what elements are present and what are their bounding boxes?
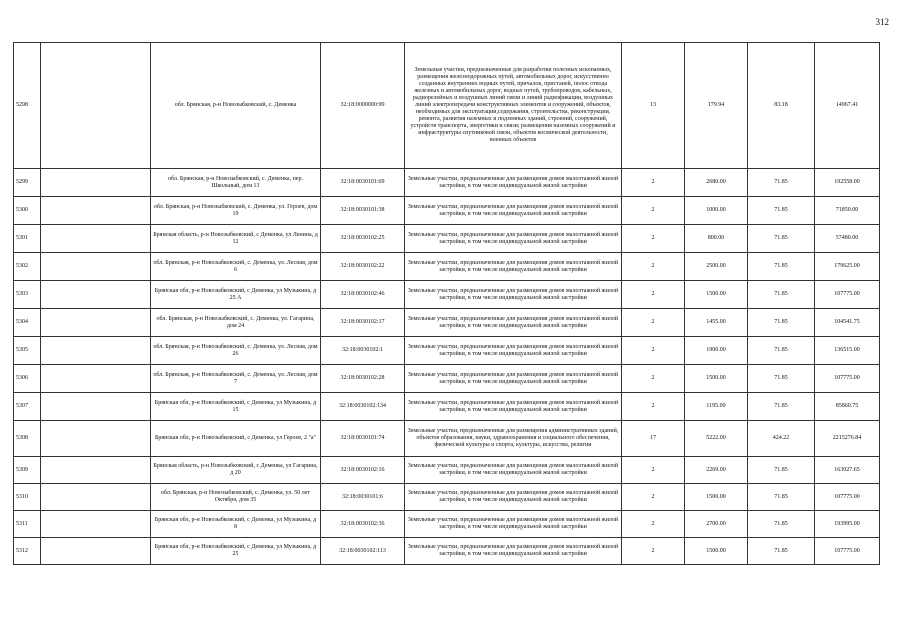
cadastral-value-cell: 57480.00 — [815, 225, 880, 253]
empty-cell — [41, 169, 151, 197]
table-row — [14, 253, 880, 281]
table-row — [14, 484, 880, 511]
address-cell: Брянская обл, р-н Новозыбковский, с Деменка, ул Музыкина, д 8 — [151, 511, 321, 538]
land-use-cell: Земельные участки, предназначенные для разработки полезных ископаемых, размещения железнодорожных путей, автомобильных дорог, искусственно созданных внутренних водных путей, причалов, пристаней, полос отвода железных и автомобильных дорог, водных путей, трубопроводов, кабельных, радиорелейных и воздушных линий связи и линий радиофикации, воздушных линий электропередачи конструктивных элементов и сооружений, объектов, необходимых для эксплуатации,содержания, строительства, реконструкции, ремонта, развития наземных и подземных зданий, строений, сооружений, устройств транспорта, энергетики и связи; размещения наземных сооружений и инфраструктуры спутниковой связи, объектов космической деятельности, военных объектов — [405, 43, 622, 169]
area-cell: 800.00 — [685, 225, 748, 253]
row-number: 5310 — [14, 484, 41, 511]
area-cell: 2680.00 — [685, 169, 748, 197]
table-row — [14, 337, 880, 365]
table-row — [14, 538, 880, 565]
land-use-cell: Земельные участки, предназначенные для размещения домов малоэтажной жилой застройки, в том числе индивидуальной жилой застройки — [405, 281, 622, 309]
land-use-cell: Земельные участки, предназначенные для размещения домов малоэтажной жилой застройки, в том числе индивидуальной жилой застройки — [405, 457, 622, 484]
empty-cell — [41, 538, 151, 565]
use-group-cell: 2 — [622, 197, 685, 225]
address-cell: обл. Брянская, р-н Новозыбковский, с. Деменка, ул. Лесная, дом 6 — [151, 253, 321, 281]
address-cell: обл. Брянская, р-н Новозыбковский, с. Деменка, ул. Гагарина, дом 24 — [151, 309, 321, 337]
empty-cell — [41, 457, 151, 484]
address-cell: Брянская обл, р-н Новозыбковский, с Деменка, ул Музыкина, д 25 А — [151, 281, 321, 309]
cadastral-number-cell: 32:18:0030102:46 — [321, 281, 405, 309]
cadastral-value-cell: 107775.00 — [815, 365, 880, 393]
specific-value-cell: 71.85 — [748, 169, 815, 197]
specific-value-cell: 83.18 — [748, 43, 815, 169]
table-row — [14, 43, 880, 169]
empty-cell — [41, 337, 151, 365]
cadastral-number-cell: 32:18:0030102:28 — [321, 365, 405, 393]
row-number: 5307 — [14, 393, 41, 421]
address-cell: Брянская область, р-н Новозыбковский, с Деменка, ул Гагарина, д 20 — [151, 457, 321, 484]
use-group-cell: 2 — [622, 225, 685, 253]
empty-cell — [41, 281, 151, 309]
land-use-cell: Земельные участки, предназначенные для размещения домов малоэтажной жилой застройки, в том числе индивидуальной жилой застройки — [405, 253, 622, 281]
area-cell: 1195.00 — [685, 393, 748, 421]
table-row — [14, 197, 880, 225]
empty-cell — [41, 484, 151, 511]
row-number: 5301 — [14, 225, 41, 253]
area-cell: 1500.00 — [685, 281, 748, 309]
cadastral-value-cell: 85860.75 — [815, 393, 880, 421]
specific-value-cell: 71.85 — [748, 197, 815, 225]
address-cell: обл. Брянская, р-н Новозыбковский, с. Деменка, ул. Лесная, дом 7 — [151, 365, 321, 393]
row-number: 5312 — [14, 538, 41, 565]
area-cell: 1000.00 — [685, 197, 748, 225]
cadastral-value-cell: 71850.00 — [815, 197, 880, 225]
specific-value-cell: 71.85 — [748, 365, 815, 393]
cadastral-number-cell: 32:18:0030102:36 — [321, 511, 405, 538]
table-row — [14, 421, 880, 457]
cadastral-number-cell: 32:18:0030102:22 — [321, 253, 405, 281]
table-row — [14, 225, 880, 253]
cadastral-value-cell: 107775.00 — [815, 281, 880, 309]
use-group-cell: 2 — [622, 281, 685, 309]
empty-cell — [41, 43, 151, 169]
cadastral-number-cell: 32:18:0000000:99 — [321, 43, 405, 169]
empty-cell — [41, 253, 151, 281]
land-use-cell: Земельные участки, предназначенные для размещения домов малоэтажной жилой застройки, в том числе индивидуальной жилой застройки — [405, 484, 622, 511]
specific-value-cell: 71.85 — [748, 538, 815, 565]
use-group-cell: 2 — [622, 538, 685, 565]
cadastral-value-cell: 179625.00 — [815, 253, 880, 281]
land-use-cell: Земельные участки, предназначенные для размещения домов малоэтажной жилой застройки, в том числе индивидуальной жилой застройки — [405, 169, 622, 197]
empty-cell — [41, 393, 151, 421]
land-use-cell: Земельные участки, предназначенные для размещения домов малоэтажной жилой застройки, в том числе индивидуальной жилой застройки — [405, 197, 622, 225]
cadastral-number-cell: 32:18:0030102:17 — [321, 309, 405, 337]
cadastral-number-cell: 32:18:0030101:6 — [321, 484, 405, 511]
cadastral-value-cell: 193995.00 — [815, 511, 880, 538]
empty-cell — [41, 225, 151, 253]
area-cell: 2700.00 — [685, 511, 748, 538]
row-number: 5302 — [14, 253, 41, 281]
address-cell: Брянская обл, р-н Новозыбковский, с Деменка, ул Музыкина, д 25 — [151, 538, 321, 565]
row-number: 5308 — [14, 421, 41, 457]
specific-value-cell: 71.85 — [748, 253, 815, 281]
table-row — [14, 365, 880, 393]
cadastral-number-cell: 32:18:0030101:69 — [321, 169, 405, 197]
row-number: 5306 — [14, 365, 41, 393]
specific-value-cell: 71.85 — [748, 511, 815, 538]
table-row — [14, 511, 880, 538]
table-row — [14, 393, 880, 421]
area-cell: 2269.00 — [685, 457, 748, 484]
area-cell: 1500.00 — [685, 484, 748, 511]
use-group-cell: 2 — [622, 309, 685, 337]
cadastral-value-cell: 14967.41 — [815, 43, 880, 169]
specific-value-cell: 71.85 — [748, 281, 815, 309]
address-cell: обл. Брянская, р-н Новозыбковский, с. Деменка, ул. 50 лет Октября, дом 35 — [151, 484, 321, 511]
row-number: 5299 — [14, 169, 41, 197]
cadastral-value-cell: 163027.65 — [815, 457, 880, 484]
row-number: 5303 — [14, 281, 41, 309]
row-number: 5305 — [14, 337, 41, 365]
cadastral-value-cell: 2215276.84 — [815, 421, 880, 457]
row-number: 5300 — [14, 197, 41, 225]
area-cell: 1900.00 — [685, 337, 748, 365]
land-use-cell: Земельные участки, предназначенные для размещения домов малоэтажной жилой застройки, в том числе индивидуальной жилой застройки — [405, 337, 622, 365]
address-cell: обл. Брянская, р-н Новозыбковский, с. Деменка — [151, 43, 321, 169]
use-group-cell: 2 — [622, 337, 685, 365]
use-group-cell: 2 — [622, 253, 685, 281]
cadastral-number-cell: 32:18:0030102:16 — [321, 457, 405, 484]
table-row — [14, 309, 880, 337]
use-group-cell: 13 — [622, 43, 685, 169]
address-cell: обл. Брянская, р-н Новозыбковский, с. Деменка, ул. Героев, дом 19 — [151, 197, 321, 225]
area-cell: 1500.00 — [685, 538, 748, 565]
cadastral-value-cell: 107775.00 — [815, 484, 880, 511]
area-cell: 179.94 — [685, 43, 748, 169]
specific-value-cell: 71.85 — [748, 225, 815, 253]
area-cell: 1455.00 — [685, 309, 748, 337]
empty-cell — [41, 511, 151, 538]
empty-cell — [41, 197, 151, 225]
area-cell: 1500.00 — [685, 365, 748, 393]
cadastral-number-cell: 32:18:0030102:134 — [321, 393, 405, 421]
address-cell: Брянская область, р-н Новозыбковский, с Деменка, ул Ленина, д 12 — [151, 225, 321, 253]
table-row — [14, 281, 880, 309]
cadastral-value-cell: 107775.00 — [815, 538, 880, 565]
specific-value-cell: 424.22 — [748, 421, 815, 457]
row-number: 5311 — [14, 511, 41, 538]
row-number: 5304 — [14, 309, 41, 337]
address-cell: обл. Брянская, р-н Новозыбковский, с. Деменка, ул. Лесная, дом 26 — [151, 337, 321, 365]
specific-value-cell: 71.85 — [748, 457, 815, 484]
cadastral-number-cell: 32:18:0030102:113 — [321, 538, 405, 565]
use-group-cell: 2 — [622, 393, 685, 421]
specific-value-cell: 71.85 — [748, 393, 815, 421]
land-use-cell: Земельные участки, предназначенные для размещения домов малоэтажной жилой застройки, в том числе индивидуальной жилой застройки — [405, 538, 622, 565]
empty-cell — [41, 309, 151, 337]
row-number: 5298 — [14, 43, 41, 169]
cadastral-number-cell: 32:18:0030101:38 — [321, 197, 405, 225]
cadastral-value-table — [13, 42, 880, 565]
cadastral-number-cell: 32:18:0030102:25 — [321, 225, 405, 253]
cadastral-number-cell: 32:18:0030102:1 — [321, 337, 405, 365]
table-row — [14, 457, 880, 484]
land-use-cell: Земельные участки, предназначенные для размещения домов малоэтажной жилой застройки, в том числе индивидуальной жилой застройки — [405, 225, 622, 253]
address-cell: обл. Брянская, р-н Новозыбковский, с. Деменка, пер. Школьный, дом 13 — [151, 169, 321, 197]
page-number: 312 — [875, 17, 889, 27]
address-cell: Брянская обл, р-н Новозыбковский, с Деменка, ул Музыкина, д 15 — [151, 393, 321, 421]
cadastral-value-cell: 104541.75 — [815, 309, 880, 337]
specific-value-cell: 71.85 — [748, 337, 815, 365]
cadastral-value-cell: 136515.00 — [815, 337, 880, 365]
cadastral-number-cell: 32:18:0030101:74 — [321, 421, 405, 457]
area-cell: 2500.00 — [685, 253, 748, 281]
cadastral-value-cell: 192558.00 — [815, 169, 880, 197]
land-use-cell: Земельные участки, предназначенные для размещения домов малоэтажной жилой застройки, в том числе индивидуальной жилой застройки — [405, 365, 622, 393]
table-row — [14, 169, 880, 197]
land-use-cell: Земельные участки, предназначенные для размещения домов малоэтажной жилой застройки, в том числе индивидуальной жилой застройки — [405, 309, 622, 337]
row-number: 5309 — [14, 457, 41, 484]
use-group-cell: 2 — [622, 484, 685, 511]
use-group-cell: 2 — [622, 511, 685, 538]
use-group-cell: 2 — [622, 169, 685, 197]
land-use-cell: Земельные участки, предназначенные для размещения административных зданий, объектов образования, науки, здравоохранения и социального обеспечения, физической культуры и спорта, культуры, искусства, религии — [405, 421, 622, 457]
specific-value-cell: 71.85 — [748, 484, 815, 511]
empty-cell — [41, 365, 151, 393]
use-group-cell: 2 — [622, 365, 685, 393]
empty-cell — [41, 421, 151, 457]
use-group-cell: 17 — [622, 421, 685, 457]
land-use-cell: Земельные участки, предназначенные для размещения домов малоэтажной жилой застройки, в том числе индивидуальной жилой застройки — [405, 393, 622, 421]
specific-value-cell: 71.85 — [748, 309, 815, 337]
land-use-cell: Земельные участки, предназначенные для размещения домов малоэтажной жилой застройки, в том числе индивидуальной жилой застройки — [405, 511, 622, 538]
address-cell: Брянская обл, р-н Новозыбковский, с Деменка, ул Героев, 2 "а" — [151, 421, 321, 457]
area-cell: 5222.00 — [685, 421, 748, 457]
use-group-cell: 2 — [622, 457, 685, 484]
